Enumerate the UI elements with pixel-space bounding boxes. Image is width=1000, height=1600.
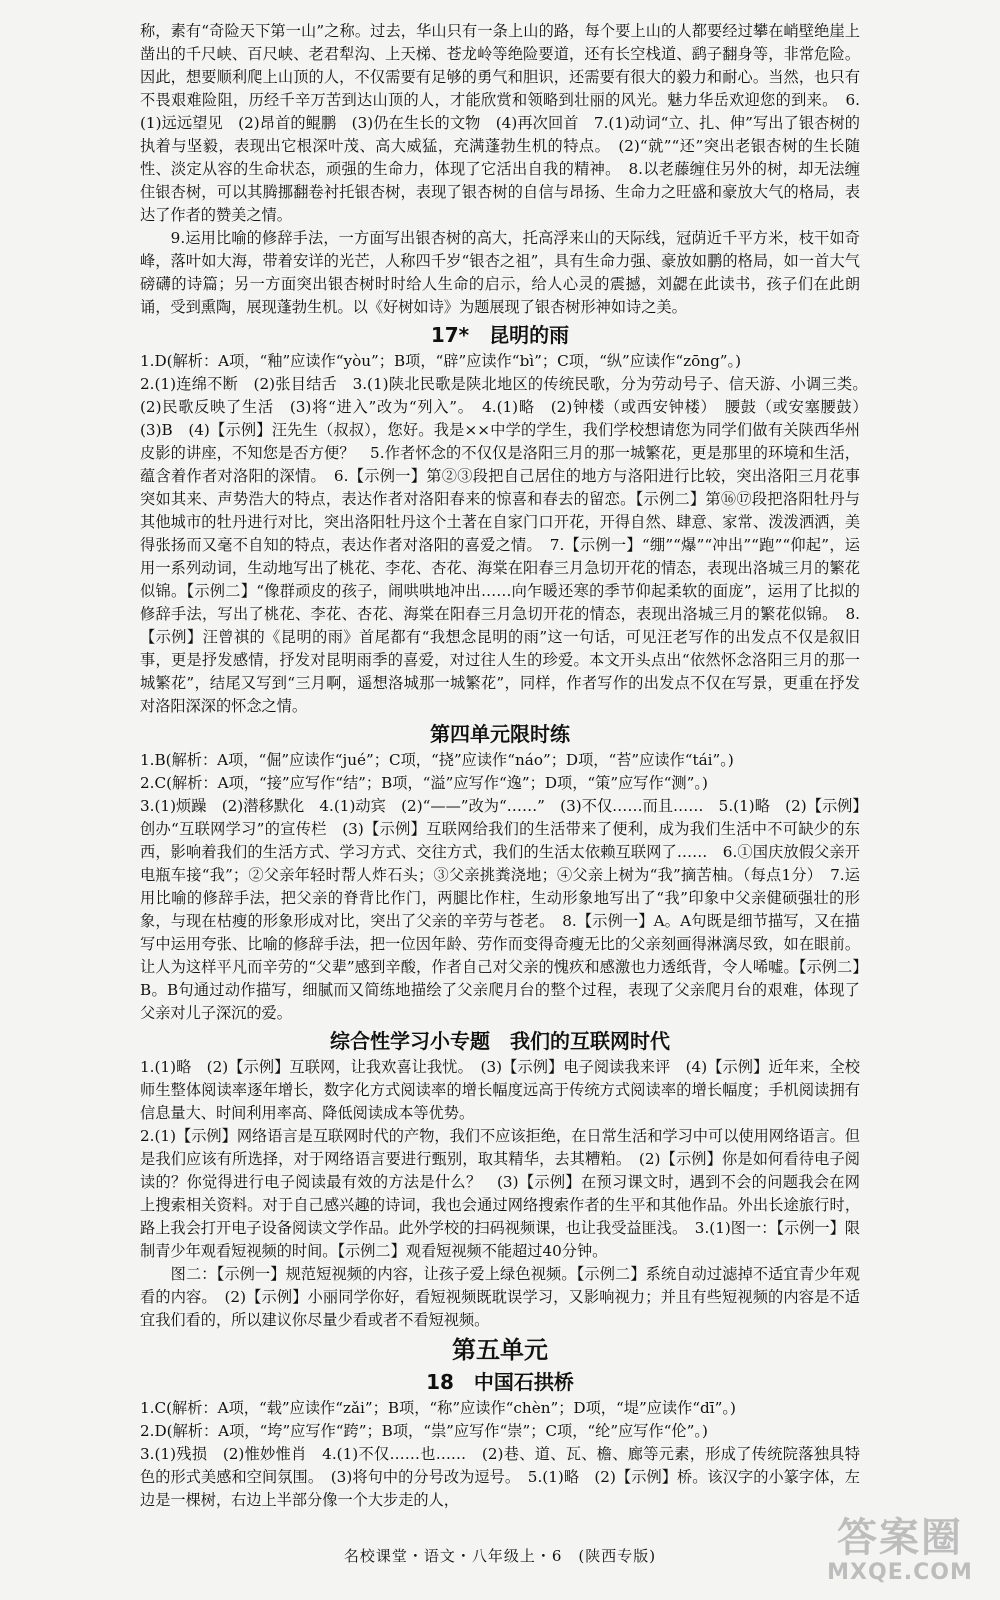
text-paragraph: 1.C(解析：A项，“载”应读作“zǎi”；B项，“称”应读作“chèn”；D项，“堤”应读作“dī”。) (140, 1399, 736, 1417)
section-heading-kunming-rain: 17* 昆明的雨 (430, 323, 570, 347)
text-paragraph: 9.运用比喻的修辞手法，一方面写出银杏树的高大，托高浮来山的天际线，冠荫近千平方米，枝干如奇峰，落叶如大海，带着安详的光芒，人称四千岁“银杏之祖”，具有生命力强、豪放如鹏的格局，如一首大气磅礴的诗篇；另一方面突出银杏树时时给人生命的启示，给人心灵的震撼，刘勰在此读书，孩子们在此朗诵，受到熏陶，展现蓬勃生机。以《好树如诗》为题展现了银杏树形神如诗之美。 (140, 229, 860, 316)
text-paragraph: 1.B(解析：A项，“倔”应读作“jué”；C项，“挠”应读作“náo”；D项，“苔”应读作“tái”。) (140, 751, 734, 769)
text-paragraph: 2.(1)【示例】网络语言是互联网时代的产物，我们不应该拒绝，在日常生活和学习中可以使用网络语言。但是我们应该有所选择，对于网络语言要进行甄别，取其精华，去其糟粕。 (2)【示例】你是如何看待电子阅读的？你觉得进行电子阅读最有效的方法是什么？ (3)【示例】在预习课文时，遇到不会的问题我会在网上搜索相关资料。对于自己感兴趣的诗词，我也会通过网络搜索作者的生平和其他作品。外出长途旅行时，路上我会打开电子设备阅读文学作品。此外学校的扫码视频课，也让我受益匪浅。 3.(1)图一：【示例一】限制青少年观看短视频的时间。【示例二】观看短视频不能超过40分钟。 (140, 1127, 860, 1260)
text-paragraph: 图二：【示例一】规范短视频的内容，让孩子爱上绿色视频。【示例二】系统自动过滤掉不适宜青少年观看的内容。 (2)【示例】小丽同学你好，看短视频既耽误学习，又影响视力；并且有些短视频的内容是不适宜我们看的，所以建议你尽量少看或者不看短视频。 (140, 1265, 860, 1329)
watermark-title: 答案圈 (837, 1515, 963, 1561)
text-paragraph: 1.(1)略 (2)【示例】互联网，让我欢喜让我忧。 (3)【示例】电子阅读我来评 (4)【示例】近年来，全校师生整体阅读率逐年增长，数字化方式阅读率的增长幅度远高于传统方式阅读率的增长幅度；手机阅读拥有信息量大、时间利用率高、降低阅读成本等优势。 (140, 1058, 860, 1122)
watermark-url: MXQE.COM (827, 1560, 973, 1585)
text-paragraph: 1.D(解析：A项，“釉”应读作“yòu”；B项，“辟”应读作“bì”；C项，“纵”应读作“zōng”。) (140, 352, 742, 370)
text-paragraph: 3.(1)残损 (2)惟妙惟肖 4.(1)不仅……也…… (2)巷、道、瓦、檐、廊等元素，形成了传统院落独具特色的形式美感和空间氛围。 (3)将句中的分号改为逗号。 5.(1)略 (2)【示例】桥。该汉字的小篆字体，左边是一棵树，右边上半部分像一个大步走的人， (140, 1445, 860, 1509)
watermark-logo (815, 1515, 985, 1590)
page-footer: 名校课堂・语文・八年级上・6 (陕西专版) (343, 1547, 657, 1565)
text-paragraph: 2.(1)连绵不断 (2)张目结舌 3.(1)陕北民歌是陕北地区的传统民歌，分为劳动号子、信天游、小调三类。 (2)民歌反映了生活 (3)将“进入”改为“列入”。 4.(1)略 (2)钟楼（或西安钟楼） 腰鼓（或安塞腰鼓） (3)B (4)【示例】汪先生（叔叔），您好。我是××中学的学生，我们学校想请您为同学们做有关陕西华州皮影的讲座，不知您是否方便？ 5.作者怀念的不仅仅是洛阳三月的那一城繁花，更是那里的环境和生活，蕴含着作者对洛阳的深情。 6.【示例一】第②③段把自己居住的地方与洛阳进行比较，突出洛阳三月花事突如其来、声势浩大的特点，表达作者对洛阳春来的惊喜和春去的留恋。【示例二】第⑯⑰段把洛阳牡丹与其他城市的牡丹进行对比，突出洛阳牡丹这个土著在自家门口开花，开得自然、肆意、家常、泼泼洒洒，美得张扬而又毫不自知的特点，表达作者对洛阳的喜爱之情。 7.【示例一】“绷”“爆”“冲出”“跑”“仰起”，运用一系列动词，生动地写出了桃花、李花、杏花、海棠在阳春三月急切开花的情态，表现出洛城三月的繁花似锦。【示例二】“像群顽皮的孩子，闹哄哄地冲出……向乍暖还寒的季节仰起柔软的面庞”，运用了比拟的修辞手法，写出了桃花、李花、杏花、海棠在阳春三月急切开花的情态，表现出洛城三月的繁花似锦。 8.【示例】汪曾祺的《昆明的雨》首尾都有“我想念昆明的雨”这一句话，可见汪老写作的出发点不仅是叙旧事，更是抒发感情，抒发对昆明雨季的喜爱，对过往人生的珍爱。本文开头点出“依然怀念洛阳三月的那一城繁花”，结尾又写到“三月啊，遥想洛城那一城繁花”，同样，作者写作的出发点不仅在写景，更重在抒发对洛阳深深的怀念之情。 (140, 375, 876, 715)
unit-heading-unit5: 第五单元 (452, 1336, 548, 1364)
section-heading-stone-arch-bridge: 18 中国石拱桥 (426, 1370, 574, 1394)
section-heading-internet-era: 综合性学习小专题 我们的互联网时代 (330, 1029, 670, 1053)
text-paragraph: 2.D(解析：A项，“垮”应写作“跨”；B项，“祟”应写作“崇”；C项，“纶”应写作“伦”。) (140, 1422, 708, 1440)
text-paragraph: 2.C(解析：A项，“接”应写作“结”；B项，“溢”应写作“逸”；D项，“策”应写作“测”。) (140, 774, 708, 792)
answer-page (140, 20, 876, 1512)
section-heading-unit4-timed-practice: 第四单元限时练 (430, 722, 570, 746)
text-paragraph: 称，素有“奇险天下第一山”之称。过去，华山只有一条上山的路，每个要上山的人都要经过攀在峭壁绝崖上凿出的千尺峡、百尺峡、老君犁沟、上天梯、苍龙岭等绝险要道，还有长空栈道、鹞子翻身等，非常危险。因此，想要顺利爬上山顶的人，不仅需要有足够的勇气和胆识，还需要有很大的毅力和耐心。当然，也只有不畏艰难险阻，历经千辛万苦到达山顶的人，才能欣赏和领略到壮丽的风光。魅力华岳欢迎您的到来。 6.(1)远远望见 (2)昂首的鲲鹏 (3)仍在生长的文物 (4)再次回首 7.(1)动词“立、扎、伸”写出了银杏树的执着与坚毅，表现出它根深叶茂、高大威猛，充满蓬勃生机的特点。 (2)“就”“还”突出老银杏树的生长随性、淡定从容的生命状态，顽强的生命力，体现了它活出自我的精神。 8.以老藤缠住另外的树，却无法缠住银杏树，可以其腾挪翻卷衬托银杏树，表现了银杏树的自信与昂扬、生命力之旺盛和豪放大气的格局，表达了作者的赞美之情。 (140, 22, 860, 224)
text-paragraph: 3.(1)烦躁 (2)潜移默化 4.(1)动宾 (2)“——”改为“……” (3)不仅……而且…… 5.(1)略 (2)【示例】创办“互联网学习”的宣传栏 (3)【示例】互联网给我们的生活带来了便利，成为我们生活中不可缺少的东西，影响着我们的生活方式、学习方式、交往方式，我们的生活太依赖互联网了…… 6.①国庆放假父亲开电瓶车接“我”；②父亲年轻时帮人炸石头；③父亲挑粪浇地；④父亲上树为“我”摘苦柚。（每点1分） 7.运用比喻的修辞手法，把父亲的脊背比作门，两腿比作柱，生动形象地写出了“我”印象中父亲健硕强壮的形象，与现在枯瘦的形象形成对比，突出了父亲的辛劳与苍老。 8.【示例一】A。A句既是细节描写，又在描写中运用夸张、比喻的修辞手法，把一位因年龄、劳作而变得奇瘦无比的父亲刻画得淋漓尽致，如在眼前。让人为这样平凡而辛劳的“父辈”感到辛酸，作者自己对父亲的愧疚和感激也力透纸背，令人唏嘘。【示例二】B。B句通过动作描写，细腻而又简练地描绘了父亲爬月台的整个过程，表现了父亲爬月台的艰难，体现了父亲对儿子深沉的爱。 (140, 797, 860, 1022)
